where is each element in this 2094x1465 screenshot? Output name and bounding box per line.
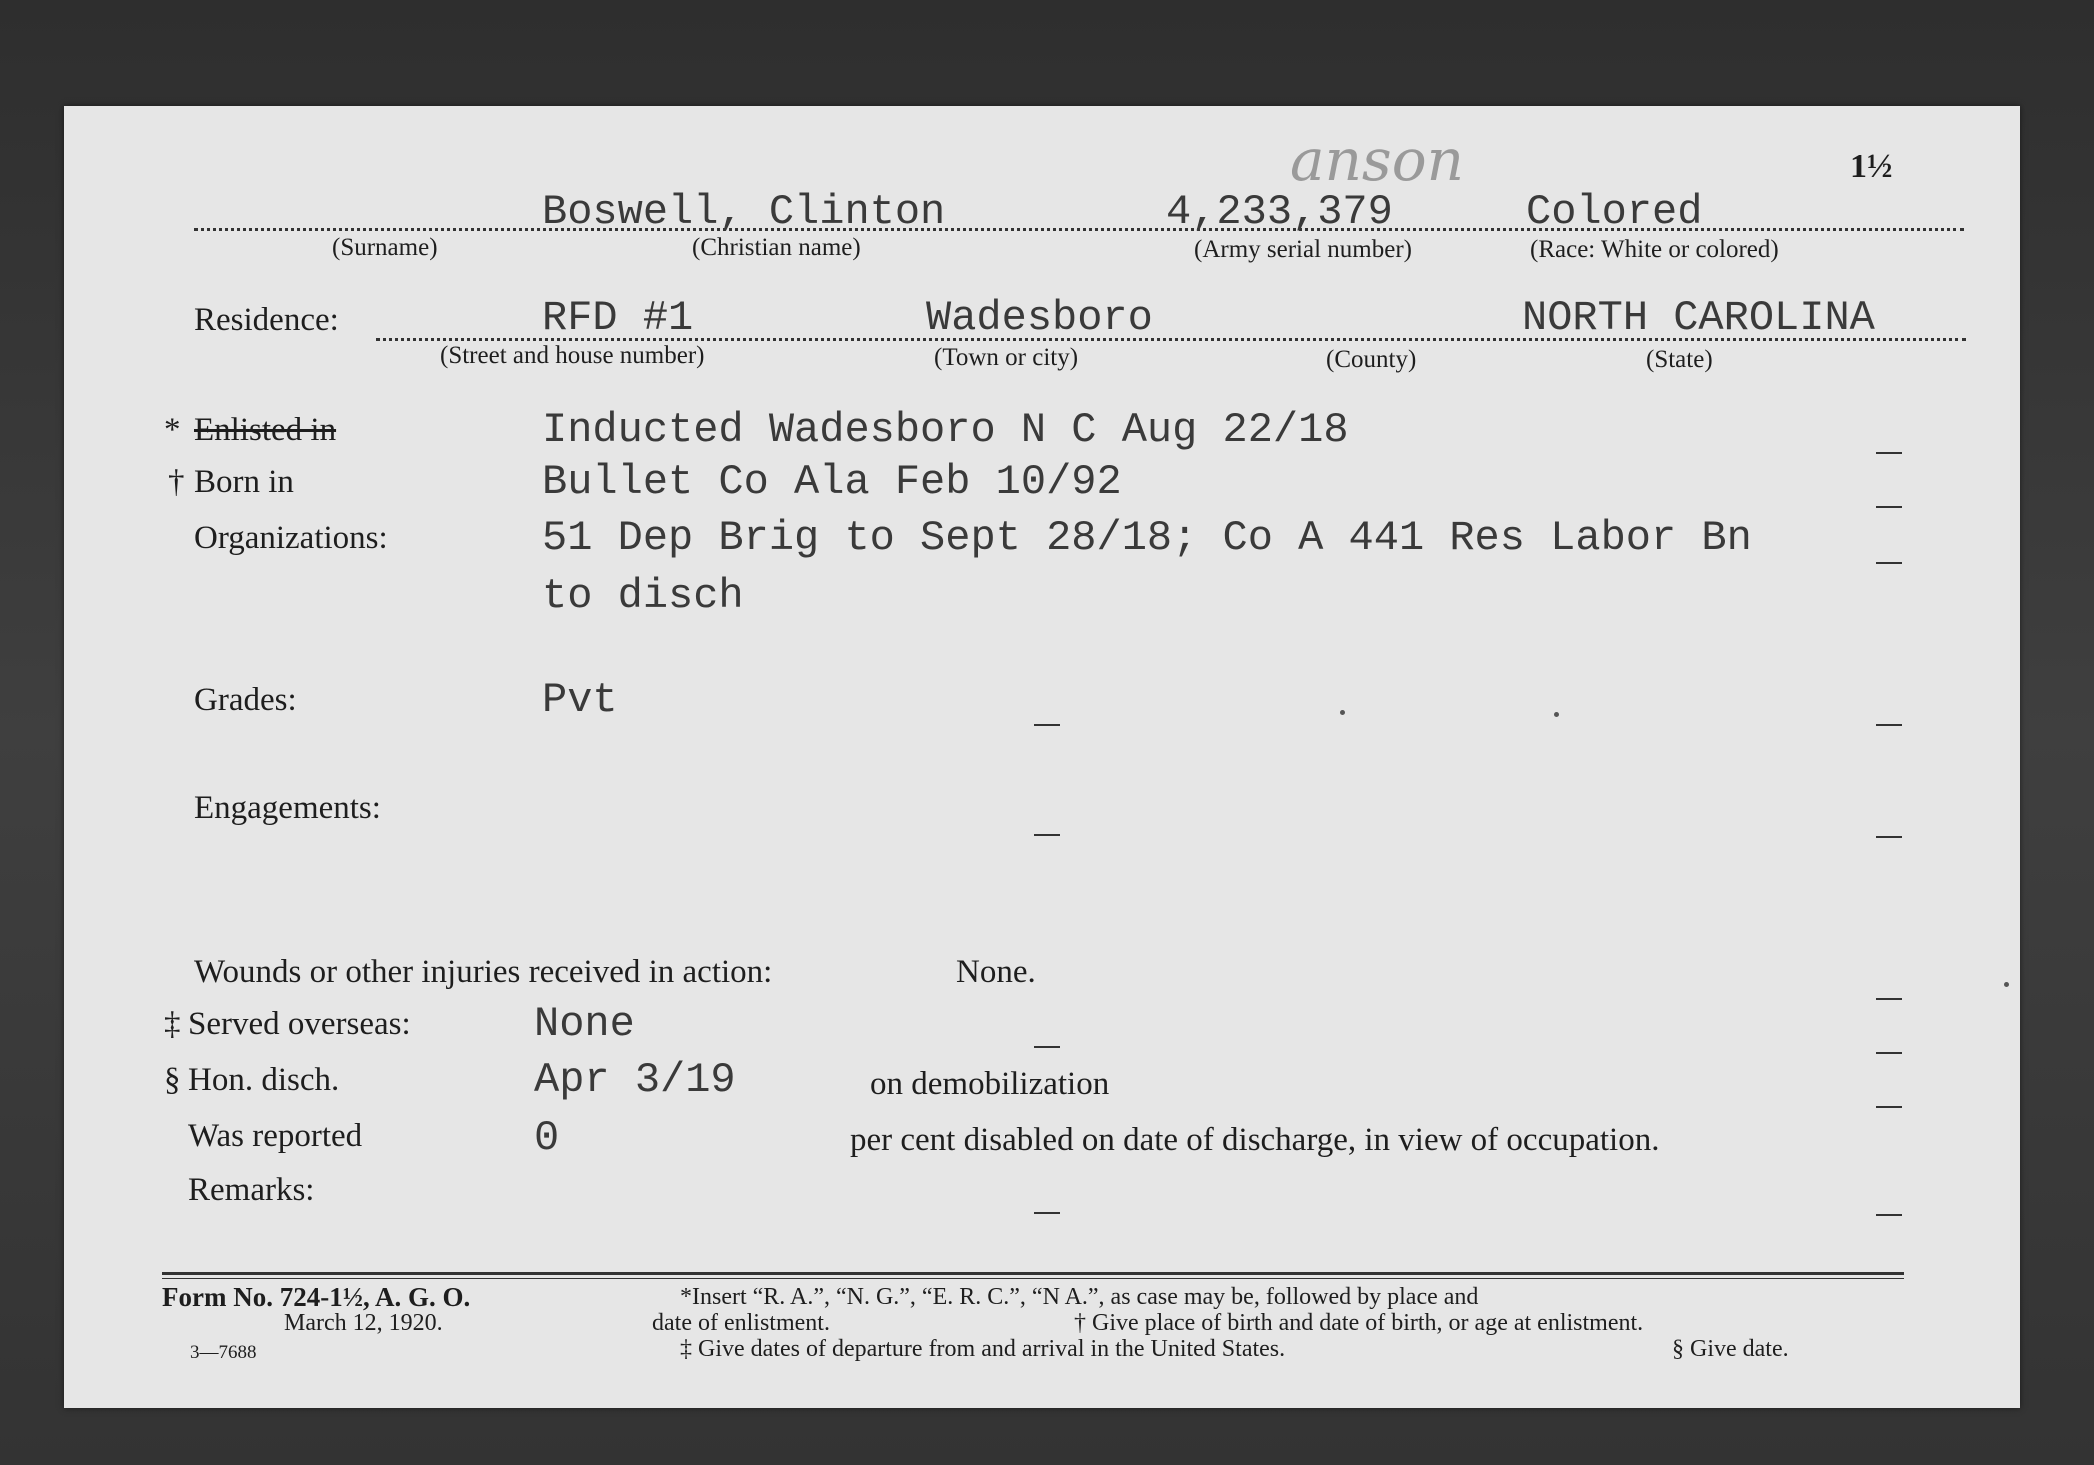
service-record-card <box>64 106 2020 1408</box>
form-date: March 12, 1920. <box>284 1310 443 1336</box>
state-label: (State) <box>1646 346 1713 373</box>
born-dash <box>1876 506 1902 508</box>
engagements-label: Engagements: <box>194 790 381 826</box>
form-number: Form No. 724-1½, A. G. O. <box>162 1282 471 1312</box>
hon-disch-mark: § <box>164 1062 181 1098</box>
reported-suffix: per cent disabled on date of discharge, in view of occupation. <box>850 1122 1660 1158</box>
christian-name-label: (Christian name) <box>692 234 861 261</box>
residence-town-value: Wadesboro <box>926 294 1153 342</box>
fraction-mark: 1½ <box>1850 148 1893 185</box>
born-label: Born in <box>194 464 294 500</box>
overseas-dash-mid <box>1034 1046 1060 1048</box>
wounds-label: Wounds or other injuries received in action: <box>194 954 773 990</box>
hon-disch-dash <box>1876 1106 1902 1108</box>
footer-rule-top <box>162 1272 1904 1275</box>
county-label: (County) <box>1326 346 1417 373</box>
organizations-line-1: 51 Dep Brig to Sept 28/18; Co A 441 Res Labor Bn <box>542 514 1752 562</box>
remarks-dash-right <box>1876 1214 1902 1216</box>
grades-dash-mid <box>1034 724 1060 726</box>
born-value: Bullet Co Ala Feb 10/92 <box>542 458 1122 506</box>
enlisted-mark: * <box>164 412 181 448</box>
handwritten-county-annotation: anson <box>1290 126 1464 194</box>
hon-disch-value: Apr 3/19 <box>534 1056 736 1104</box>
serial-value: 4,233,379 <box>1166 188 1393 236</box>
paper-speck <box>1340 710 1345 715</box>
enlisted-dash <box>1876 452 1902 454</box>
residence-label: Residence: <box>194 302 339 338</box>
hon-disch-suffix: on demobilization <box>870 1066 1110 1102</box>
born-mark: † <box>168 464 185 500</box>
print-code: 3—7688 <box>190 1342 257 1363</box>
wounds-value: None. <box>956 954 1036 990</box>
footnote-enlisted-continued: date of enlistment. <box>652 1310 830 1336</box>
grades-label: Grades: <box>194 682 297 718</box>
organizations-dash <box>1876 562 1902 564</box>
organizations-line-2: to disch <box>542 572 744 620</box>
footnote-discharge: § Give date. <box>1672 1336 1789 1362</box>
footnote-overseas: ‡ Give dates of departure from and arrival in the United States. <box>680 1336 1286 1362</box>
surname-label: (Surname) <box>332 234 438 261</box>
reported-label: Was reported <box>188 1118 363 1154</box>
remarks-label: Remarks: <box>188 1172 315 1208</box>
remarks-dash-mid <box>1034 1212 1060 1214</box>
hon-disch-label: Hon. disch. <box>188 1062 340 1098</box>
engagements-dash-right <box>1876 836 1902 838</box>
town-label: (Town or city) <box>934 344 1079 371</box>
street-label: (Street and house number) <box>440 342 705 369</box>
grades-value: Pvt <box>542 676 618 724</box>
enlisted-label: Enlisted in <box>194 412 337 448</box>
enlisted-value: Inducted Wadesboro N C Aug 22/18 <box>542 406 1349 454</box>
footer-rule-bottom <box>162 1278 1904 1279</box>
overseas-label: Served overseas: <box>188 1006 411 1042</box>
overseas-mark: ‡ <box>164 1006 181 1042</box>
reported-value: 0 <box>534 1114 560 1162</box>
paper-speck <box>2004 982 2009 987</box>
footnote-born: † Give place of birth and date of birth, or age at enlistment. <box>1074 1310 1644 1336</box>
race-value: Colored <box>1526 188 1703 236</box>
overseas-value: None <box>534 1000 635 1048</box>
organizations-label: Organizations: <box>194 520 388 556</box>
engagements-dash-mid <box>1034 834 1060 836</box>
overseas-dash-right <box>1876 1052 1902 1054</box>
wounds-dash <box>1876 998 1902 1000</box>
residence-street-value: RFD #1 <box>542 294 694 342</box>
name-value: Boswell, Clinton <box>542 188 946 236</box>
paper-speck <box>1554 712 1559 717</box>
residence-state-value: NORTH CAROLINA <box>1522 294 1875 342</box>
grades-dash-right <box>1876 724 1902 726</box>
footnote-enlisted: *Insert “R. A.”, “N. G.”, “E. R. C.”, “N A.”, as case may be, followed by place and <box>680 1284 1479 1310</box>
serial-label: (Army serial number) <box>1194 236 1412 263</box>
race-label: (Race: White or colored) <box>1530 236 1779 263</box>
